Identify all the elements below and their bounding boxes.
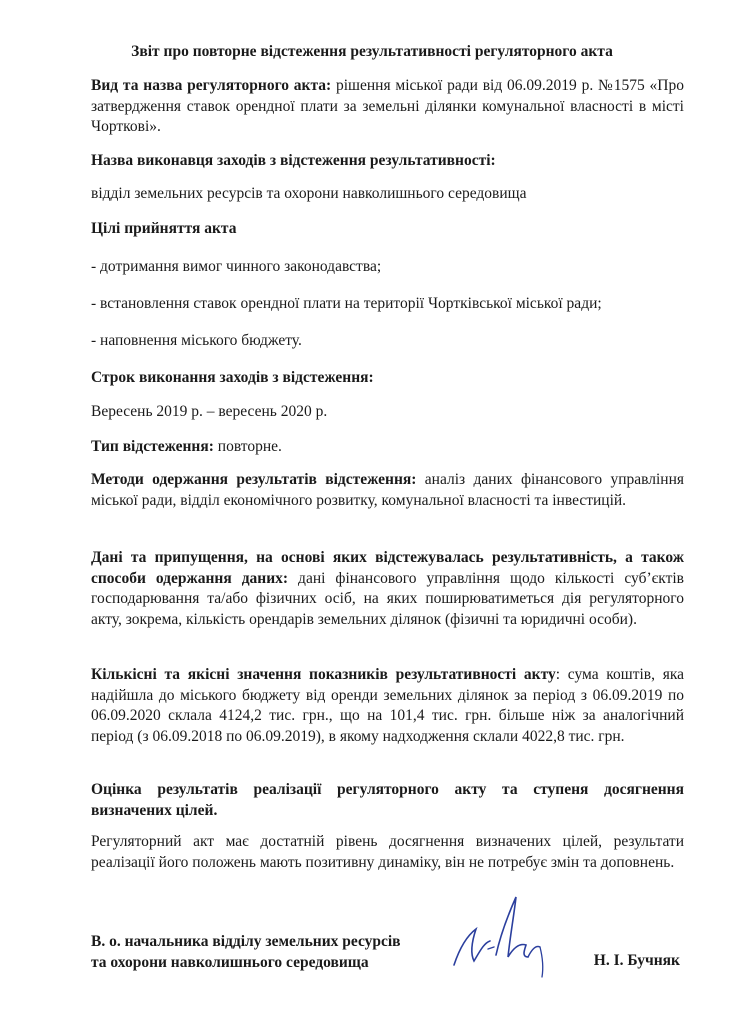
executor-heading: Назва виконавця заходів з відстеження результативності:: [91, 152, 496, 169]
type-paragraph: [91, 437, 684, 458]
data-assumptions-text: дані фінансового управління щодо кількості суб’єктів господарювання та/або фізичних осіб, на яких поширюватиметься дія регуляторного акту, зокрема, кількість орендарів земельних ділянок (фізичні та юридичні особи).: [91, 569, 684, 628]
signatory-position-line: та охорони навколишнього середовища: [91, 954, 369, 971]
executor-text: відділ земельних ресурсів та охорони навколишнього середовища: [91, 185, 527, 202]
signatory-position: [91, 931, 401, 973]
document-title: Звіт про повторне відстеження результативності регуляторного акта: [131, 43, 613, 60]
goal-item: - наповнення міського бюджету.: [91, 332, 302, 349]
act-label: Вид та назва регуляторного акта:: [91, 77, 332, 94]
signatory-name: Н. І. Бучняк: [593, 952, 680, 969]
indicators-text: : сума коштів, яка надійшла до міського бюджету від оренди земельних ділянок за період з 06.09.2019 по 06.09.2020 склала 4124,2 тис. грн., що на 101,4 тис. грн. більше ніж за аналогічний період (з 06.09.2018 по 06.09.2019), в якому надходження склали 4022,8 тис. грн.: [91, 666, 684, 745]
indicators-paragraph: [91, 665, 684, 747]
term-text: Вересень 2019 р. – вересень 2020 р.: [91, 403, 328, 420]
data-assumptions-label: Дані та припущення, на основі яких відстежувалась результативність, а також способи одержання даних:: [91, 549, 684, 587]
methods-text: аналіз даних фінансового управління міської ради, відділ економічного розвитку, комунальної власності та інвестицій.: [91, 471, 684, 509]
type-text: повторне.: [213, 438, 282, 455]
goal-item: - дотримання вимог чинного законодавства;: [91, 258, 382, 275]
evaluation-heading: Оцінка результатів реалізації регуляторного акту та ступеня досягнення визначених цілей.: [91, 781, 684, 819]
handwritten-signature: [444, 885, 554, 985]
type-label: Тип відстеження:: [91, 438, 214, 455]
term-heading: Строк виконання заходів з відстеження:: [91, 369, 374, 386]
goal-item: - встановлення ставок орендної плати на території Чортківської міської ради;: [91, 295, 602, 312]
goals-heading: Цілі прийняття акта: [91, 220, 237, 237]
indicators-label: Кількісні та якісні значення показників результативності акту: [91, 666, 556, 683]
methods-label: Методи одержання результатів відстеження:: [91, 471, 417, 488]
evaluation-text: Регуляторний акт має достатній рівень досягнення визначених цілей, результати реалізації його положень мають позитивну динаміку, він не потребує змін та доповнень.: [91, 833, 684, 871]
act-text: рішення міської ради від 06.09.2019 р. №1575 «Про затвердження ставок орендної плати за земельні ділянки комунальної власності в місті Чорткові».: [91, 77, 684, 135]
signatory-position-line: В. о. начальника відділу земельних ресурсів: [91, 933, 401, 950]
methods-paragraph: [91, 470, 684, 511]
act-paragraph: [91, 76, 684, 138]
data-assumptions-paragraph: [91, 548, 684, 630]
